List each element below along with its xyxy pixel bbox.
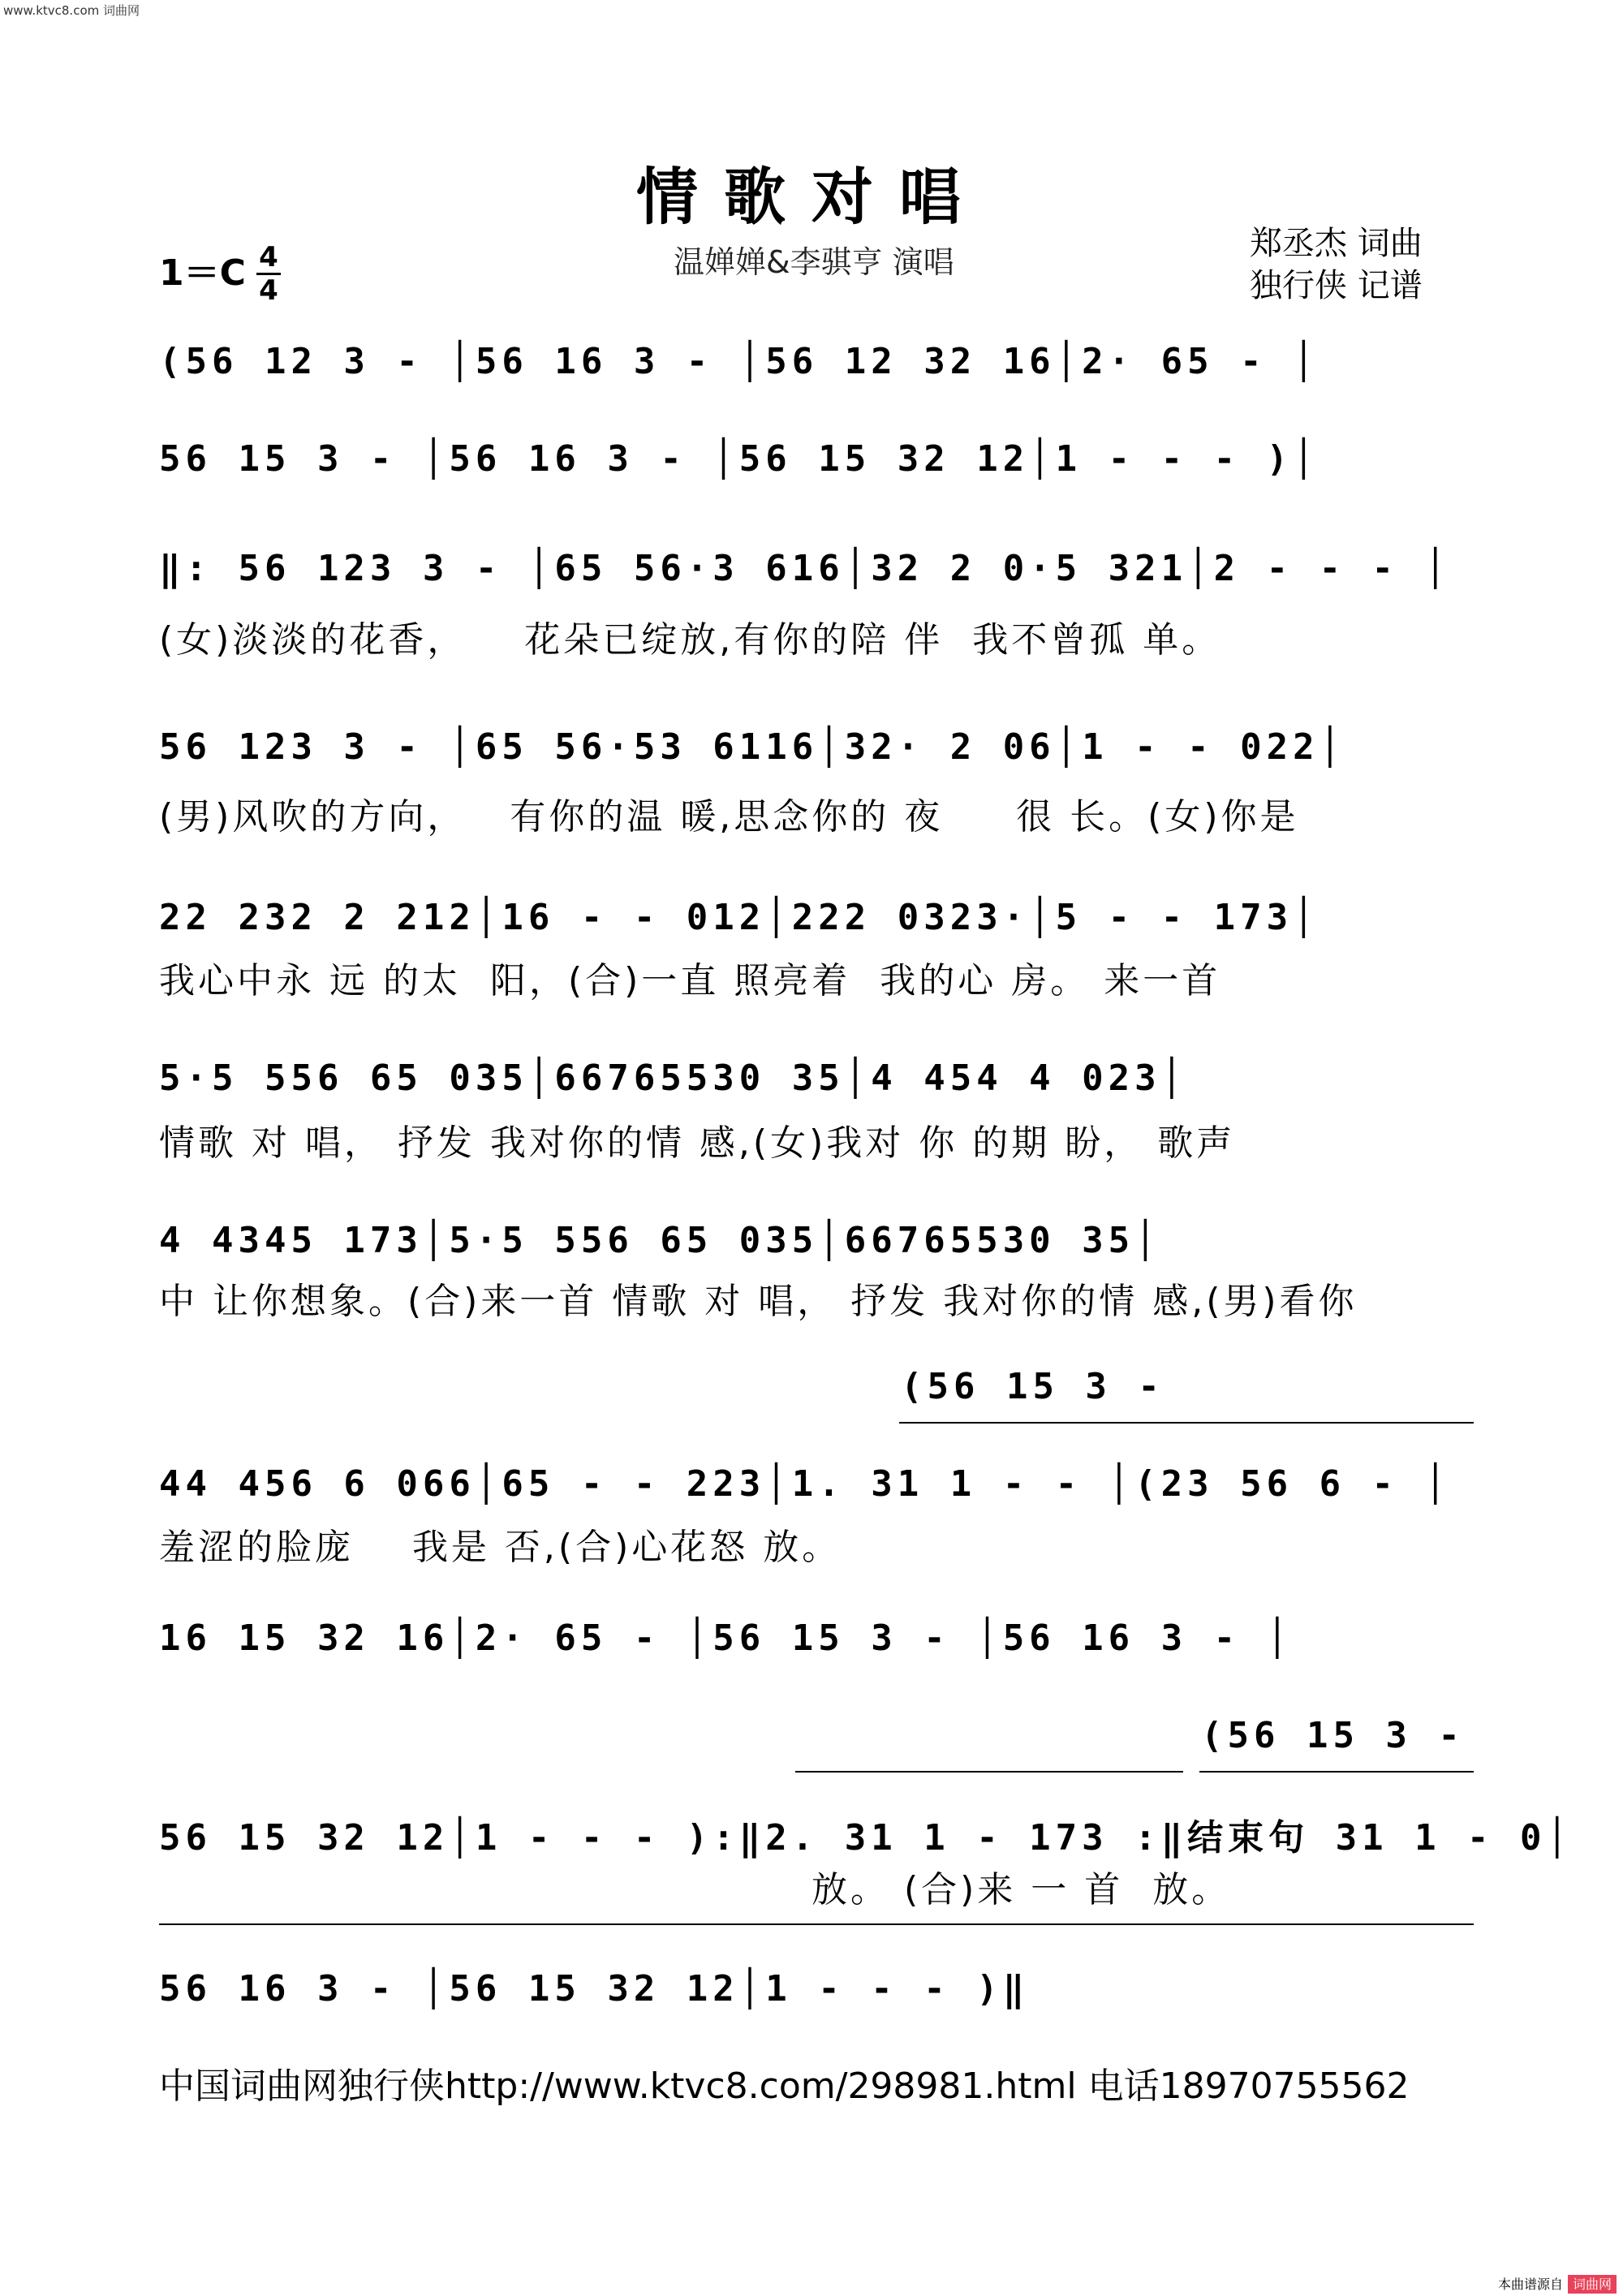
notation-line: 56 16 3 - │56 15 32 12│1 - - - )‖ xyxy=(159,1968,1030,2010)
score-system-2 xyxy=(159,438,1474,487)
score-system-5 xyxy=(159,897,1474,946)
meter-bottom: 4 xyxy=(259,274,278,307)
notation-line: ‖: 56 123 3 - │65 56·3 616│32 2 0·5 321│2 - - - │ xyxy=(159,548,1452,589)
ossia-line-1 xyxy=(901,1366,1469,1415)
bottom-source-tag xyxy=(1498,2274,1617,2293)
volta-bracket-1 xyxy=(899,1422,1474,1424)
lyrics-line: (女)淡淡的花香， 花朵已绽放,有你的陪 伴 我不曾孤 单。 xyxy=(159,619,1221,661)
score-system-6 xyxy=(159,1058,1474,1106)
score-system-3 xyxy=(159,548,1474,597)
volta-bracket-2 xyxy=(795,1771,1183,1773)
ending-bracket xyxy=(1199,1771,1474,1773)
footer-contact: 中国词曲网独行侠http://www.ktvc8.com/298981.html 电话18970755562 xyxy=(159,2066,1410,2107)
score-system-8 xyxy=(159,1463,1474,1512)
song-title: 情歌对唱 xyxy=(636,161,987,233)
notation-line: 22 232 2 212│16 - - 012│222 0323·│5 - - 173│ xyxy=(159,897,1319,938)
time-signature xyxy=(256,241,281,307)
lyrics-line: 中 让你想象。(合)来一首 情歌 对 唱， 抒发 我对你的情 感,(男)看你 xyxy=(159,1281,1358,1322)
score-system-7 xyxy=(159,1220,1474,1269)
site-header: www.ktvc8.com 词曲网 xyxy=(3,3,140,18)
score-system-10 xyxy=(159,1808,1573,1859)
notation-line: 56 123 3 - │65 56·53 6116│32· 2 06│1 - - 022│ xyxy=(159,726,1346,768)
notation-line: 4 4345 173│5·5 556 65 035│66765530 35│ xyxy=(159,1220,1161,1261)
key-signature: 1＝C xyxy=(159,252,246,294)
bottom-brand-badge: 词曲网 xyxy=(1568,2275,1617,2294)
notation-line: 56 15 32 12│1 - - - ):‖2. 31 1 - 173 :‖结束句 31 1 - 0│ xyxy=(159,1817,1573,1859)
section-rule xyxy=(159,1923,1474,1925)
notation-line: 56 15 3 - │56 16 3 - │56 15 32 12│1 - - - )│ xyxy=(159,438,1319,480)
lyrics-line: 放。 (合)来 一 首 放。 xyxy=(812,1869,1231,1910)
performer: 温婵婵&李骐亨 演唱 xyxy=(674,244,954,280)
lyrics-line: 羞涩的脸庞 我是 否,(合)心花怒 放。 xyxy=(159,1527,842,1568)
score-system-1 xyxy=(159,341,1474,390)
notation-line: 5·5 556 65 035│66765530 35│4 454 4 023│ xyxy=(159,1058,1188,1099)
notation-line: (56 15 3 - xyxy=(901,1366,1165,1407)
lyrics-line: 情歌 对 唱， 抒发 我对你的情 感,(女)我对 你 的期 盼， 歌声 xyxy=(159,1122,1236,1164)
score-system-11 xyxy=(159,1968,1474,2017)
notation-line: (56 15 3 - xyxy=(1201,1715,1465,1756)
score-system-4 xyxy=(159,726,1474,775)
bottom-source-text: 本曲谱源自 xyxy=(1497,2277,1563,2292)
credit-lyrics-music: 郑丞杰 词曲 xyxy=(1250,225,1423,262)
meter-top: 4 xyxy=(259,241,278,274)
notation-line: (56 12 3 - │56 16 3 - │56 12 32 16│2· 65 - │ xyxy=(159,341,1319,382)
lyrics-line: (男)风吹的方向， 有你的温 暖,思念你的 夜 很 长。(女)你是 xyxy=(159,796,1299,838)
notation-line: 16 15 32 16│2· 65 - │56 15 3 - │56 16 3 - │ xyxy=(159,1618,1294,1659)
ossia-line-2 xyxy=(1201,1715,1469,1764)
notation-line: 44 456 6 066│65 - - 223│1. 31 1 - - │(23 56 6 - │ xyxy=(159,1463,1452,1505)
score-system-9 xyxy=(159,1618,1474,1666)
credit-transcriber: 独行侠 记谱 xyxy=(1250,267,1423,304)
lyrics-line: 我心中永 远 的太 阳，(合)一直 照亮着 我的心 房。 来一首 xyxy=(159,960,1221,1002)
